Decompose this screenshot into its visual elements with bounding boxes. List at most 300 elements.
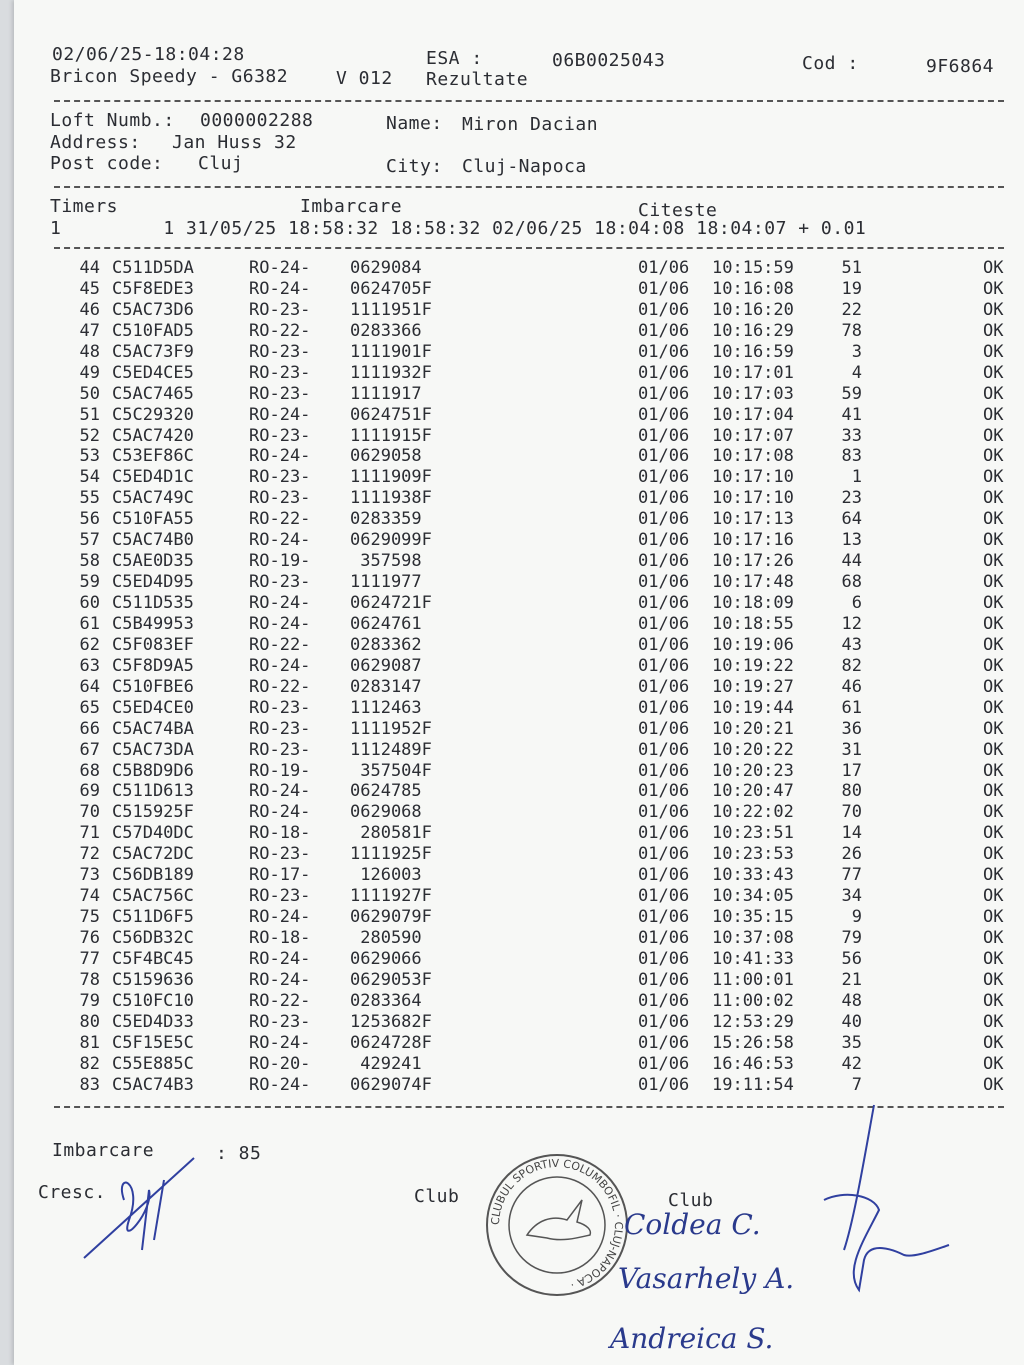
arrival-time: 10:22:02 <box>712 802 794 823</box>
chip-code: C515925F <box>112 802 194 823</box>
status: OK <box>983 530 1004 551</box>
arrival-time: 10:33:43 <box>712 865 794 886</box>
club-label-right: Club <box>668 1190 714 1211</box>
chip-code: C56DB189 <box>112 865 194 886</box>
arrival-date: 01/06 <box>638 488 690 509</box>
result-row <box>58 614 1018 635</box>
position: 1 <box>851 467 862 488</box>
result-row <box>58 698 1018 719</box>
status: OK <box>983 488 1004 509</box>
result-row <box>58 467 1018 488</box>
row-number: 68 <box>79 760 100 781</box>
result-row <box>58 886 1018 907</box>
handwritten-name-3: Andreica S. <box>610 1322 774 1355</box>
dove-icon <box>527 1200 590 1240</box>
ring-prefix: RO-23- <box>249 844 311 865</box>
result-row <box>58 970 1018 991</box>
position: 59 <box>841 383 862 404</box>
imbarcare-label: Imbarcare <box>300 196 403 217</box>
arrival-time: 10:19:27 <box>712 676 794 697</box>
ring-number: 1111901F <box>350 341 432 362</box>
result-row <box>58 761 1018 782</box>
arrival-date: 01/06 <box>638 907 690 928</box>
arrival-date: 01/06 <box>638 362 690 383</box>
arrival-date: 01/06 <box>638 718 690 739</box>
row-number: 72 <box>79 844 100 865</box>
arrival-time: 10:17:16 <box>712 530 794 551</box>
status: OK <box>983 572 1004 593</box>
name-label: Name: <box>386 113 443 134</box>
status: OK <box>983 823 1004 844</box>
city-value: Cluj-Napoca <box>462 156 587 177</box>
arrival-date: 01/06 <box>638 299 690 320</box>
arrival-time: 10:17:07 <box>712 425 794 446</box>
chip-code: C5AC74B3 <box>112 1074 194 1095</box>
arrival-time: 10:23:53 <box>712 844 794 865</box>
arrival-time: 12:53:29 <box>712 1011 794 1032</box>
position: 31 <box>841 739 862 760</box>
ring-number: 1111927F <box>350 886 432 907</box>
arrival-date: 01/06 <box>638 509 690 530</box>
status: OK <box>983 362 1004 383</box>
arrival-time: 10:17:04 <box>712 404 794 425</box>
arrival-time: 11:00:01 <box>712 969 794 990</box>
device-version: V 012 <box>336 68 393 89</box>
chip-code: C5ED4CE5 <box>112 362 194 383</box>
row-number: 76 <box>79 928 100 948</box>
status: OK <box>983 865 1004 886</box>
status: OK <box>983 948 1004 969</box>
ring-number: 0629087 <box>350 655 422 676</box>
ring-number: 0629084 <box>350 258 422 278</box>
arrival-date: 01/06 <box>638 404 690 425</box>
position: 33 <box>841 425 862 446</box>
timers-label: Timers <box>50 196 119 217</box>
ring-prefix: RO-24- <box>249 613 311 634</box>
row-number: 75 <box>79 907 100 928</box>
ring-prefix: RO-24- <box>249 1074 311 1095</box>
position: 64 <box>841 509 862 530</box>
ring-number: 0283364 <box>350 990 422 1011</box>
arrival-time: 10:34:05 <box>712 886 794 907</box>
result-row <box>58 530 1018 551</box>
address-value: Jan Huss 32 <box>172 132 297 153</box>
arrival-time: 10:16:08 <box>712 278 794 299</box>
chip-code: C56DB32C <box>112 928 194 948</box>
chip-code: C5AC74BA <box>112 718 194 739</box>
ring-number: 357504F <box>350 760 432 781</box>
chip-code: C5B8D9D6 <box>112 760 194 781</box>
ring-prefix: RO-18- <box>249 928 311 948</box>
arrival-time: 10:35:15 <box>712 907 794 928</box>
cresc-signature <box>74 1150 214 1270</box>
row-number: 48 <box>79 341 100 362</box>
ring-number: 0283147 <box>350 676 422 697</box>
ring-number: 1253682F <box>350 1011 432 1032</box>
arrival-date: 01/06 <box>638 781 690 802</box>
result-row <box>58 426 1018 447</box>
arrival-time: 10:20:22 <box>712 739 794 760</box>
row-number: 56 <box>79 509 100 530</box>
arrival-time: 10:18:09 <box>712 593 794 613</box>
arrival-date: 01/06 <box>638 258 690 278</box>
position: 4 <box>851 362 862 383</box>
arrival-time: 10:16:59 <box>712 341 794 362</box>
arrival-time: 10:16:20 <box>712 299 794 320</box>
divider <box>54 247 1004 249</box>
arrival-time: 11:00:02 <box>712 990 794 1011</box>
chip-code: C511D5DA <box>112 258 194 278</box>
position: 6 <box>851 593 862 613</box>
city-label: City: <box>386 156 443 177</box>
row-number: 44 <box>79 258 100 278</box>
row-number: 66 <box>79 718 100 739</box>
chip-code: C5159636 <box>112 969 194 990</box>
ring-prefix: RO-23- <box>249 886 311 907</box>
row-number: 62 <box>79 634 100 655</box>
position: 3 <box>851 341 862 362</box>
result-row <box>58 1033 1018 1054</box>
position: 46 <box>841 676 862 697</box>
ring-number: 0283362 <box>350 634 422 655</box>
row-number: 73 <box>79 865 100 886</box>
arrival-date: 01/06 <box>638 1074 690 1095</box>
ring-prefix: RO-23- <box>249 467 311 488</box>
ring-number: 280581F <box>350 823 432 844</box>
result-row <box>58 258 1018 279</box>
position: 35 <box>841 1032 862 1053</box>
ring-prefix: RO-24- <box>249 802 311 823</box>
row-number: 59 <box>79 572 100 593</box>
ring-prefix: RO-24- <box>249 1032 311 1053</box>
print-datetime: 02/06/25-18:04:28 <box>52 44 245 65</box>
status: OK <box>983 760 1004 781</box>
status: OK <box>983 509 1004 530</box>
arrival-date: 01/06 <box>638 467 690 488</box>
arrival-date: 01/06 <box>638 802 690 823</box>
position: 26 <box>841 844 862 865</box>
result-row <box>58 949 1018 970</box>
chip-code: C5AC73DA <box>112 739 194 760</box>
arrival-date: 01/06 <box>638 948 690 969</box>
svg-text:CLUBUL SPORTIV COLUMBOFIL · CL: CLUBUL SPORTIV COLUMBOFIL · CLUJ-NAPOCA · <box>488 1156 626 1292</box>
chip-code: C5ED4D95 <box>112 572 194 593</box>
arrival-date: 01/06 <box>638 446 690 467</box>
ring-prefix: RO-24- <box>249 446 311 467</box>
ring-number: 0624785 <box>350 781 422 802</box>
row-number: 53 <box>79 446 100 467</box>
ring-prefix: RO-24- <box>249 948 311 969</box>
status: OK <box>983 425 1004 446</box>
ring-number: 1111932F <box>350 362 432 383</box>
status: OK <box>983 404 1004 425</box>
ring-prefix: RO-18- <box>249 823 311 844</box>
row-number: 78 <box>79 969 100 990</box>
chip-code: C5C29320 <box>112 404 194 425</box>
ring-number: 126003 <box>350 865 422 886</box>
arrival-time: 10:18:55 <box>712 613 794 634</box>
ring-number: 0629053F <box>350 969 432 990</box>
arrival-date: 01/06 <box>638 739 690 760</box>
arrival-date: 01/06 <box>638 865 690 886</box>
ring-number: 0624751F <box>350 404 432 425</box>
status: OK <box>983 278 1004 299</box>
arrival-time: 10:17:48 <box>712 572 794 593</box>
ring-prefix: RO-24- <box>249 258 311 278</box>
chip-code: C511D6F5 <box>112 907 194 928</box>
result-row <box>58 719 1018 740</box>
ring-prefix: RO-23- <box>249 425 311 446</box>
chip-code: C511D613 <box>112 781 194 802</box>
chip-code: C5F8D9A5 <box>112 655 194 676</box>
ring-number: 280590 <box>350 928 422 948</box>
esa-label: ESA : <box>426 48 483 69</box>
club-label-left: Club <box>414 1186 460 1207</box>
arrival-time: 10:19:22 <box>712 655 794 676</box>
result-row <box>58 781 1018 802</box>
results-list <box>58 258 1018 1096</box>
chip-code: C5AC7420 <box>112 425 194 446</box>
chip-code: C5ED4CE0 <box>112 697 194 718</box>
position: 80 <box>841 781 862 802</box>
status: OK <box>983 341 1004 362</box>
club-signature <box>784 1100 984 1330</box>
status: OK <box>983 1011 1004 1032</box>
ring-number: 0629066 <box>350 948 422 969</box>
arrival-time: 10:17:08 <box>712 446 794 467</box>
ring-prefix: RO-23- <box>249 572 311 593</box>
row-number: 50 <box>79 383 100 404</box>
loft-value: 0000002288 <box>200 110 314 131</box>
position: 7 <box>851 1074 862 1095</box>
arrival-date: 01/06 <box>638 613 690 634</box>
arrival-date: 01/06 <box>638 1032 690 1053</box>
row-number: 47 <box>79 320 100 341</box>
arrival-date: 01/06 <box>638 844 690 865</box>
row-number: 81 <box>79 1032 100 1053</box>
status: OK <box>983 781 1004 802</box>
status: OK <box>983 446 1004 467</box>
club-stamp <box>482 1150 632 1300</box>
name-value: Miron Dacian <box>462 114 599 135</box>
result-row <box>58 384 1018 405</box>
row-number: 64 <box>79 676 100 697</box>
cod-label: Cod : <box>802 53 859 74</box>
position: 21 <box>841 969 862 990</box>
row-number: 69 <box>79 781 100 802</box>
chip-code: C5AC74B0 <box>112 530 194 551</box>
status: OK <box>983 634 1004 655</box>
result-row <box>58 1075 1018 1096</box>
ring-number: 1111917 <box>350 383 422 404</box>
ring-number: 1111952F <box>350 718 432 739</box>
result-row <box>58 677 1018 698</box>
arrival-time: 10:19:44 <box>712 697 794 718</box>
status: OK <box>983 886 1004 907</box>
ring-number: 0283366 <box>350 320 422 341</box>
position: 68 <box>841 572 862 593</box>
arrival-date: 01/06 <box>638 1053 690 1074</box>
divider <box>54 100 1004 102</box>
ring-prefix: RO-17- <box>249 865 311 886</box>
arrival-date: 01/06 <box>638 697 690 718</box>
chip-code: C510FC10 <box>112 990 194 1011</box>
status: OK <box>983 1032 1004 1053</box>
row-number: 52 <box>79 425 100 446</box>
chip-code: C5F4BC45 <box>112 948 194 969</box>
ring-number: 1111938F <box>350 488 432 509</box>
arrival-time: 10:37:08 <box>712 928 794 948</box>
arrival-date: 01/06 <box>638 551 690 572</box>
ring-prefix: RO-23- <box>249 362 311 383</box>
handwritten-name-1: Coldea C. <box>624 1208 761 1241</box>
result-row <box>58 844 1018 865</box>
ring-number: 429241 <box>350 1053 422 1074</box>
arrival-time: 10:20:23 <box>712 760 794 781</box>
result-row <box>58 1054 1018 1075</box>
postcode-label: Post code: <box>50 153 164 174</box>
ring-prefix: RO-23- <box>249 1011 311 1032</box>
result-row <box>58 593 1018 614</box>
result-row <box>58 656 1018 677</box>
result-row <box>58 342 1018 363</box>
row-number: 54 <box>79 467 100 488</box>
status: OK <box>983 718 1004 739</box>
ring-prefix: RO-22- <box>249 320 311 341</box>
cresc-label: Cresc. <box>38 1182 107 1203</box>
status: OK <box>983 844 1004 865</box>
device-name: Bricon Speedy - G6382 <box>50 66 289 87</box>
address-label: Address: <box>50 132 141 153</box>
ring-number: 0283359 <box>350 509 422 530</box>
row-number: 65 <box>79 697 100 718</box>
arrival-time: 10:17:03 <box>712 383 794 404</box>
row-number: 79 <box>79 990 100 1011</box>
ring-prefix: RO-23- <box>249 299 311 320</box>
chip-code: C5F8EDE3 <box>112 278 194 299</box>
row-number: 80 <box>79 1011 100 1032</box>
arrival-date: 01/06 <box>638 886 690 907</box>
status: OK <box>983 676 1004 697</box>
ring-prefix: RO-23- <box>249 341 311 362</box>
ring-prefix: RO-22- <box>249 990 311 1011</box>
status: OK <box>983 969 1004 990</box>
arrival-date: 01/06 <box>638 278 690 299</box>
status: OK <box>983 383 1004 404</box>
result-row <box>58 928 1018 949</box>
result-row <box>58 740 1018 761</box>
position: 19 <box>841 278 862 299</box>
report-title: Rezultate <box>426 69 529 90</box>
ring-prefix: RO-24- <box>249 593 311 613</box>
imbarcare-total-value: : 85 <box>216 1143 262 1164</box>
position: 40 <box>841 1011 862 1032</box>
arrival-time: 10:20:21 <box>712 718 794 739</box>
ring-prefix: RO-23- <box>249 739 311 760</box>
status: OK <box>983 928 1004 948</box>
chip-code: C5F15E5C <box>112 1032 194 1053</box>
status: OK <box>983 697 1004 718</box>
row-number: 67 <box>79 739 100 760</box>
arrival-date: 01/06 <box>638 383 690 404</box>
ring-prefix: RO-22- <box>249 634 311 655</box>
ring-prefix: RO-24- <box>249 278 311 299</box>
ring-number: 1111951F <box>350 299 432 320</box>
ring-number: 1111909F <box>350 467 432 488</box>
row-number: 74 <box>79 886 100 907</box>
ring-number: 0629079F <box>350 907 432 928</box>
row-number: 77 <box>79 948 100 969</box>
ring-prefix: RO-23- <box>249 718 311 739</box>
chip-code: C57D40DC <box>112 823 194 844</box>
arrival-time: 10:17:01 <box>712 362 794 383</box>
chip-code: C5F083EF <box>112 634 194 655</box>
arrival-time: 16:46:53 <box>712 1053 794 1074</box>
position: 79 <box>841 928 862 948</box>
chip-code: C5AC7465 <box>112 383 194 404</box>
chip-code: C5AC756C <box>112 886 194 907</box>
chip-code: C5B49953 <box>112 613 194 634</box>
imbarcare-total-label: Imbarcare <box>52 1140 155 1161</box>
ring-number: 0624705F <box>350 278 432 299</box>
status: OK <box>983 551 1004 572</box>
row-number: 58 <box>79 551 100 572</box>
result-row <box>58 363 1018 384</box>
row-number: 46 <box>79 299 100 320</box>
ring-number: 1112489F <box>350 739 432 760</box>
ring-number: 1111977 <box>350 572 422 593</box>
arrival-time: 15:26:58 <box>712 1032 794 1053</box>
chip-code: C5AC73D6 <box>112 299 194 320</box>
result-row <box>58 509 1018 530</box>
ring-prefix: RO-24- <box>249 404 311 425</box>
result-row <box>58 446 1018 467</box>
status: OK <box>983 320 1004 341</box>
row-number: 45 <box>79 278 100 299</box>
result-row <box>58 321 1018 342</box>
ring-number: 0624721F <box>350 593 432 613</box>
chip-code: C5AC72DC <box>112 844 194 865</box>
position: 43 <box>841 634 862 655</box>
position: 70 <box>841 802 862 823</box>
arrival-date: 01/06 <box>638 823 690 844</box>
position: 34 <box>841 886 862 907</box>
result-row <box>58 488 1018 509</box>
position: 9 <box>851 907 862 928</box>
arrival-time: 10:20:47 <box>712 781 794 802</box>
position: 83 <box>841 446 862 467</box>
arrival-date: 01/06 <box>638 990 690 1011</box>
arrival-date: 01/06 <box>638 341 690 362</box>
row-number: 60 <box>79 593 100 613</box>
chip-code: C511D535 <box>112 593 194 613</box>
ring-number: 0629074F <box>350 1074 432 1095</box>
chip-code: C5AC73F9 <box>112 341 194 362</box>
chip-code: C5ED4D33 <box>112 1011 194 1032</box>
row-number: 49 <box>79 362 100 383</box>
ring-prefix: RO-24- <box>249 655 311 676</box>
status: OK <box>983 613 1004 634</box>
arrival-time: 10:41:33 <box>712 948 794 969</box>
arrival-date: 01/06 <box>638 425 690 446</box>
esa-value: 06B0025043 <box>552 50 666 71</box>
arrival-date: 01/06 <box>638 676 690 697</box>
arrival-date: 01/06 <box>638 572 690 593</box>
status: OK <box>983 802 1004 823</box>
position: 23 <box>841 488 862 509</box>
arrival-date: 01/06 <box>638 634 690 655</box>
position: 78 <box>841 320 862 341</box>
